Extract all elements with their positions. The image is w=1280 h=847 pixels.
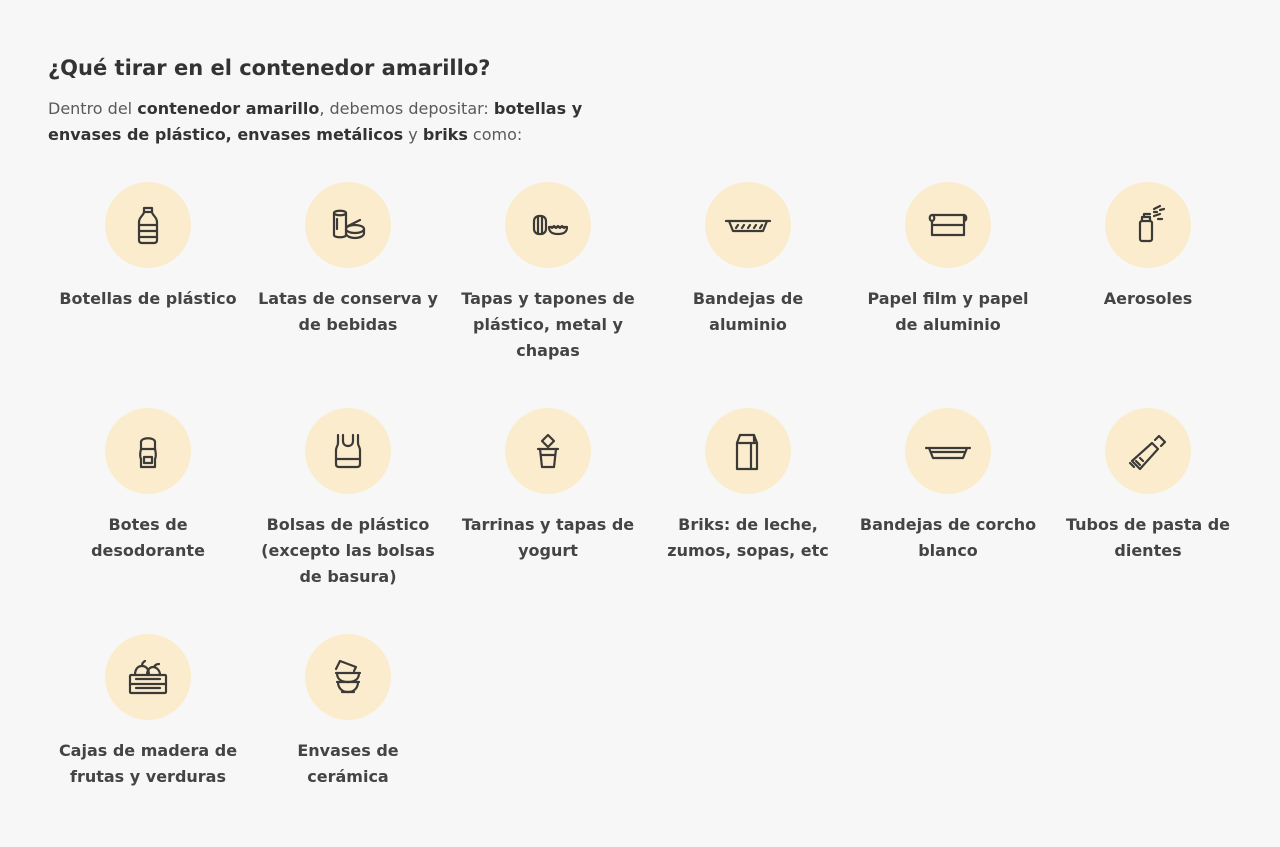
intro-paragraph [48,96,648,148]
foil-roll-icon [918,195,978,255]
cans-icon [318,195,378,255]
item-label: Envases de cerámica [297,741,399,786]
caps-lids-icon [518,195,578,255]
icon-circle [105,634,191,720]
item-deodorant [48,408,248,564]
item-label: Briks: de leche, zumos, sopas, etc [667,515,829,560]
item-label: Papel film y papel de aluminio [867,289,1029,334]
foam-tray-icon [918,421,978,481]
main-content [48,56,1248,148]
intro-text-3: y [403,125,423,144]
icon-circle [105,182,191,268]
icon-circle [1105,408,1191,494]
plastic-bag-icon [318,421,378,481]
icon-circle [305,634,391,720]
icon-circle [905,182,991,268]
item-foam-trays [848,408,1048,564]
icon-circle [505,408,591,494]
item-label: Cajas de madera de frutas y verduras [58,741,238,786]
item-aluminium-trays [648,182,848,338]
plastic-bottle-icon [118,195,178,255]
item-label: Tapas y tapones de plástico, metal y chapas [461,289,635,360]
item-yogurt [448,408,648,564]
icon-circle [305,408,391,494]
ceramic-bowls-icon [318,647,378,707]
page-title: ¿Qué tirar en el contenedor amarillo? [48,56,491,80]
item-plastic-bags [248,408,448,590]
icon-circle [905,408,991,494]
intro-bold-1: contenedor amarillo [137,99,320,118]
item-label: Bandejas de aluminio [692,289,804,334]
item-briks [648,408,848,564]
intro-text-4: como: [467,125,523,144]
item-label: Botes de desodorante [91,515,205,560]
icon-circle [305,182,391,268]
intro-bold-3: briks [422,125,468,144]
brik-icon [718,421,778,481]
item-label: Bandejas de corcho blanco [859,515,1037,560]
icon-circle [705,182,791,268]
fruit-crate-icon [118,647,178,707]
item-label: Tarrinas y tapas de yogurt [461,515,635,560]
icon-circle [705,408,791,494]
item-caps [448,182,648,364]
aerosol-icon [1118,195,1178,255]
item-plastic-bottles [48,182,248,312]
item-label: Latas de conserva y de bebidas [258,289,438,334]
deodorant-icon [118,421,178,481]
intro-text-2: , debemos depositar: [319,99,494,118]
icon-circle [105,408,191,494]
item-fruit-crates [48,634,248,790]
yogurt-cup-icon [518,421,578,481]
item-label: Aerosoles [1103,289,1193,308]
item-toothpaste [1048,408,1248,564]
item-ceramics [248,634,448,790]
intro-bold-2: botellas y envases de plástico, envases metálicos [48,99,583,144]
item-aerosols [1048,182,1248,312]
aluminium-tray-icon [718,195,778,255]
item-label: Bolsas de plástico (excepto las bolsas de basura) [261,515,435,586]
item-label: Tubos de pasta de dientes [1065,515,1231,560]
toothpaste-tube-icon [1118,421,1178,481]
item-label: Botellas de plástico [59,289,237,308]
item-film-foil [848,182,1048,338]
icon-circle [1105,182,1191,268]
icon-circle [505,182,591,268]
item-cans [248,182,448,338]
intro-text-1: Dentro del [48,99,138,118]
